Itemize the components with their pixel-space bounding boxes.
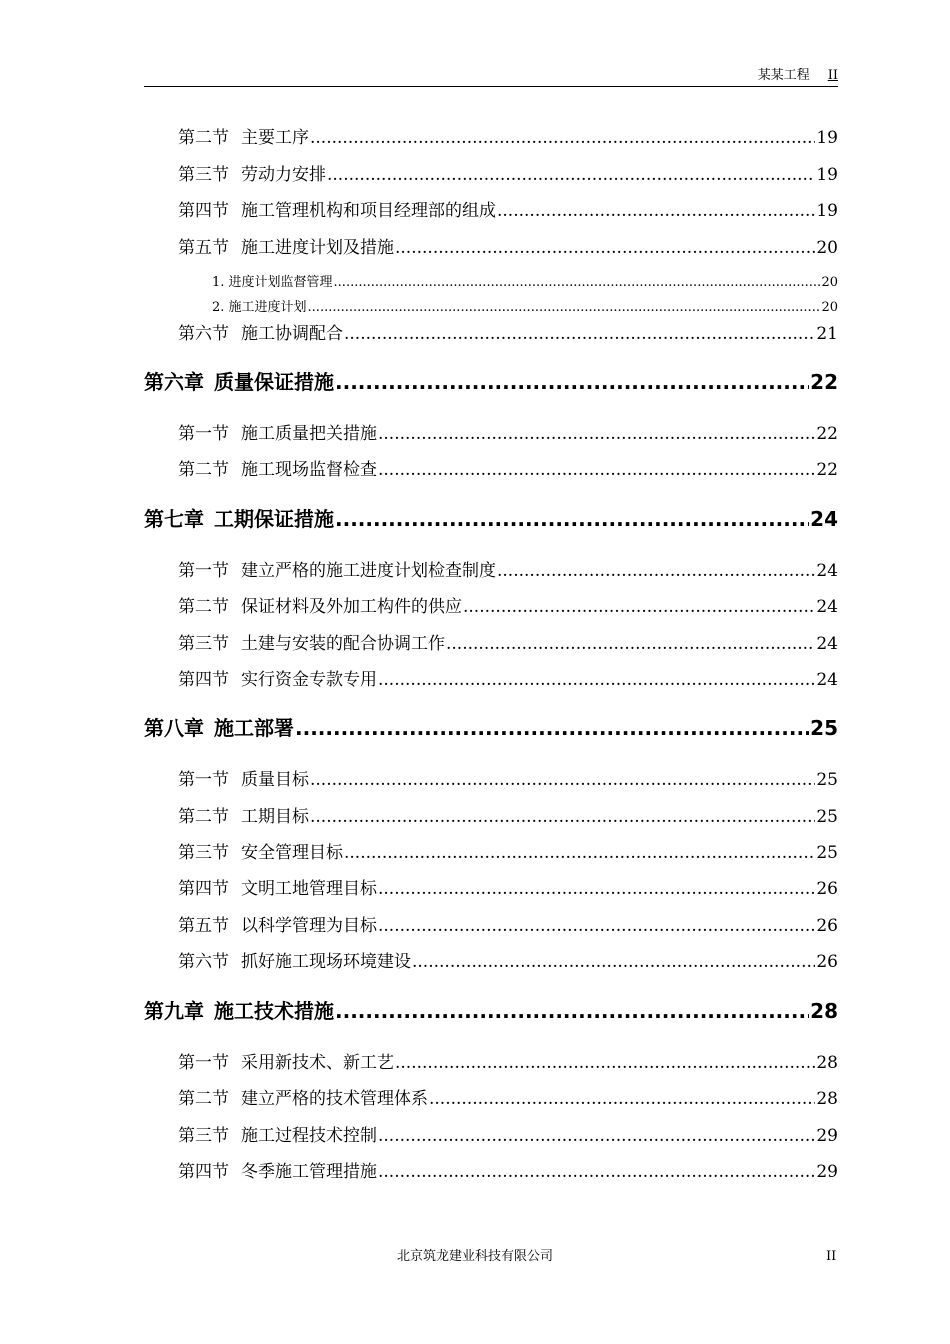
toc-entry-page: 25 — [816, 843, 838, 863]
toc-entry[interactable] — [178, 458, 838, 482]
toc-leader-dots — [310, 805, 815, 829]
toc-entry[interactable] — [178, 877, 838, 901]
toc-entry-title: 劳动力安排 — [241, 165, 326, 185]
toc-entry[interactable] — [178, 841, 838, 865]
toc-entry-number: 第五节 — [178, 238, 229, 258]
toc-leader-dots — [446, 632, 815, 656]
toc-entry-title: 保证材料及外加工构件的供应 — [241, 597, 462, 617]
toc-entry-page: 19 — [816, 201, 838, 221]
toc-entry-page: 20 — [816, 238, 838, 258]
toc-entry-title: 施工协调配合 — [241, 324, 343, 344]
toc-entry-title: 工期目标 — [241, 807, 309, 827]
toc-chapter-page: 24 — [810, 507, 838, 531]
page-header — [144, 68, 838, 87]
toc-subentry-page: 20 — [821, 275, 838, 290]
toc-entry-page: 24 — [816, 634, 838, 654]
toc-entry-number: 第六节 — [178, 324, 229, 344]
toc-leader-dots — [310, 768, 815, 792]
toc-entry[interactable] — [178, 950, 838, 974]
toc-subentry-page: 20 — [821, 300, 838, 315]
toc-entry[interactable] — [178, 668, 838, 692]
toc-entry-title: 文明工地管理目标 — [241, 879, 377, 899]
toc-leader-dots — [335, 505, 809, 533]
toc-entry-title: 抓好施工现场环境建设 — [241, 952, 411, 972]
toc-leader-dots — [412, 950, 815, 974]
toc-entry-page: 25 — [816, 807, 838, 827]
toc-entry-page: 24 — [816, 670, 838, 690]
toc-entry-page: 24 — [816, 597, 838, 617]
toc-chapter-number: 第六章 — [144, 370, 204, 394]
toc-entry-title: 施工现场监督检查 — [241, 460, 377, 480]
toc-leader-dots — [429, 1087, 815, 1111]
toc-entry-number: 第二节 — [178, 460, 229, 480]
toc-entry-title: 以科学管理为目标 — [241, 916, 377, 936]
header-title: 某某工程 — [757, 68, 810, 83]
toc-chapter-number: 第八章 — [144, 716, 204, 740]
toc-entry-number: 第二节 — [178, 1089, 229, 1109]
toc-entry-page: 24 — [816, 561, 838, 581]
toc-chapter-title: 工期保证措施 — [214, 507, 334, 531]
toc-entry-title: 土建与安装的配合协调工作 — [241, 634, 445, 654]
toc-entry-page: 29 — [816, 1162, 838, 1182]
toc-entry-page: 28 — [816, 1089, 838, 1109]
toc-chapter[interactable] — [144, 505, 838, 533]
toc-leader-dots — [378, 668, 815, 692]
toc-entry-number: 第一节 — [178, 561, 229, 581]
toc-chapter[interactable] — [144, 368, 838, 396]
toc-leader-dots — [378, 422, 815, 446]
toc-entry-number: 第二节 — [178, 128, 229, 148]
toc-chapter-page: 22 — [810, 370, 838, 394]
toc-entry-number: 第三节 — [178, 1126, 229, 1146]
toc-chapter-title: 质量保证措施 — [214, 370, 334, 394]
toc-entry-page: 25 — [816, 770, 838, 790]
toc-entry-page: 26 — [816, 879, 838, 899]
toc-entry-number: 第五节 — [178, 916, 229, 936]
toc-leader-dots — [334, 274, 821, 292]
toc-entry-title: 安全管理目标 — [241, 843, 343, 863]
footer-company: 北京筑龙建业科技有限公司 — [396, 1249, 553, 1264]
toc-entry-number: 第二节 — [178, 597, 229, 617]
toc-entry[interactable] — [178, 236, 838, 260]
toc-leader-dots — [395, 236, 815, 260]
toc-leader-dots — [378, 1160, 815, 1184]
toc-chapter-title: 施工部署 — [214, 716, 294, 740]
toc-chapter-page: 25 — [810, 716, 838, 740]
toc-chapter-title: 施工技术措施 — [214, 999, 334, 1023]
toc-leader-dots — [295, 714, 809, 742]
toc-leader-dots — [395, 1051, 815, 1075]
toc-chapter[interactable] — [144, 714, 838, 742]
toc-entry[interactable] — [178, 422, 838, 446]
toc-entry-title: 质量目标 — [241, 770, 309, 790]
toc-chapter[interactable] — [144, 997, 838, 1025]
toc-entry-title: 施工过程技术控制 — [241, 1126, 377, 1146]
toc-entry[interactable] — [178, 163, 838, 187]
toc-entry[interactable] — [178, 914, 838, 938]
toc-entry-page: 29 — [816, 1126, 838, 1146]
toc-entry-number: 第一节 — [178, 1053, 229, 1073]
toc-entry[interactable] — [178, 632, 838, 656]
toc-entry-number: 第一节 — [178, 424, 229, 444]
toc-entry[interactable] — [178, 126, 838, 150]
toc-entry-page: 19 — [816, 165, 838, 185]
toc-entry-title: 施工管理机构和项目经理部的组成 — [241, 201, 496, 221]
toc-leader-dots — [344, 841, 815, 865]
toc-subentry[interactable] — [212, 299, 838, 317]
toc-entry[interactable] — [178, 1051, 838, 1075]
toc-entry-page: 19 — [816, 128, 838, 148]
toc-subentry-title: 1. 进度计划监督管理 — [212, 275, 333, 290]
toc-entry-page: 26 — [816, 952, 838, 972]
toc-subentry[interactable] — [212, 274, 838, 292]
toc-leader-dots — [378, 458, 815, 482]
toc-entry[interactable] — [178, 1087, 838, 1111]
toc-leader-dots — [335, 368, 809, 396]
toc-entry-title: 采用新技术、新工艺 — [241, 1053, 394, 1073]
toc-leader-dots — [327, 163, 815, 187]
toc-entry-title: 施工进度计划及措施 — [241, 238, 394, 258]
toc-entry-page: 22 — [816, 424, 838, 444]
toc-leader-dots — [497, 199, 815, 223]
toc-entry[interactable] — [178, 768, 838, 792]
toc-entry-title: 实行资金专款专用 — [241, 670, 377, 690]
toc-entry-number: 第三节 — [178, 843, 229, 863]
toc-chapter-number: 第七章 — [144, 507, 204, 531]
toc-entry-page: 26 — [816, 916, 838, 936]
toc-entry[interactable] — [178, 322, 838, 346]
toc-entry-page: 22 — [816, 460, 838, 480]
toc-entry-number: 第六节 — [178, 952, 229, 972]
toc-entry[interactable] — [178, 199, 838, 223]
toc-leader-dots — [378, 1124, 815, 1148]
header-page-number: II — [827, 68, 838, 83]
toc-leader-dots — [308, 299, 821, 317]
toc-entry-number: 第四节 — [178, 201, 229, 221]
toc-leader-dots — [378, 914, 815, 938]
toc-subentry-title: 2. 施工进度计划 — [212, 300, 307, 315]
toc-entry-number: 第三节 — [178, 634, 229, 654]
toc-entry-title: 冬季施工管理措施 — [241, 1162, 377, 1182]
toc-entry[interactable] — [178, 1160, 838, 1184]
toc-leader-dots — [463, 595, 815, 619]
toc-entry-title: 建立严格的技术管理体系 — [241, 1089, 428, 1109]
toc-entry-title: 施工质量把关措施 — [241, 424, 377, 444]
toc-chapter-page: 28 — [810, 999, 838, 1023]
toc-entry-number: 第二节 — [178, 807, 229, 827]
toc-entry[interactable] — [178, 595, 838, 619]
toc-entry-page: 21 — [816, 324, 838, 344]
toc-entry[interactable] — [178, 559, 838, 583]
toc-leader-dots — [497, 559, 815, 583]
toc-leader-dots — [310, 126, 815, 150]
toc-leader-dots — [335, 997, 809, 1025]
toc-entry-title: 主要工序 — [241, 128, 309, 148]
toc-entry-number: 第四节 — [178, 879, 229, 899]
toc-leader-dots — [344, 322, 815, 346]
toc-entry[interactable] — [178, 805, 838, 829]
toc-entry-number: 第四节 — [178, 670, 229, 690]
header-right — [758, 68, 838, 84]
toc-entry-number: 第四节 — [178, 1162, 229, 1182]
toc-leader-dots — [378, 877, 815, 901]
toc-chapter-number: 第九章 — [144, 999, 204, 1023]
toc-entry[interactable] — [178, 1124, 838, 1148]
toc-entry-title: 建立严格的施工进度计划检查制度 — [241, 561, 496, 581]
toc-entry-number: 第三节 — [178, 165, 229, 185]
toc-entry-number: 第一节 — [178, 770, 229, 790]
footer-page-number: II — [826, 1249, 837, 1264]
toc-entry-page: 28 — [816, 1053, 838, 1073]
